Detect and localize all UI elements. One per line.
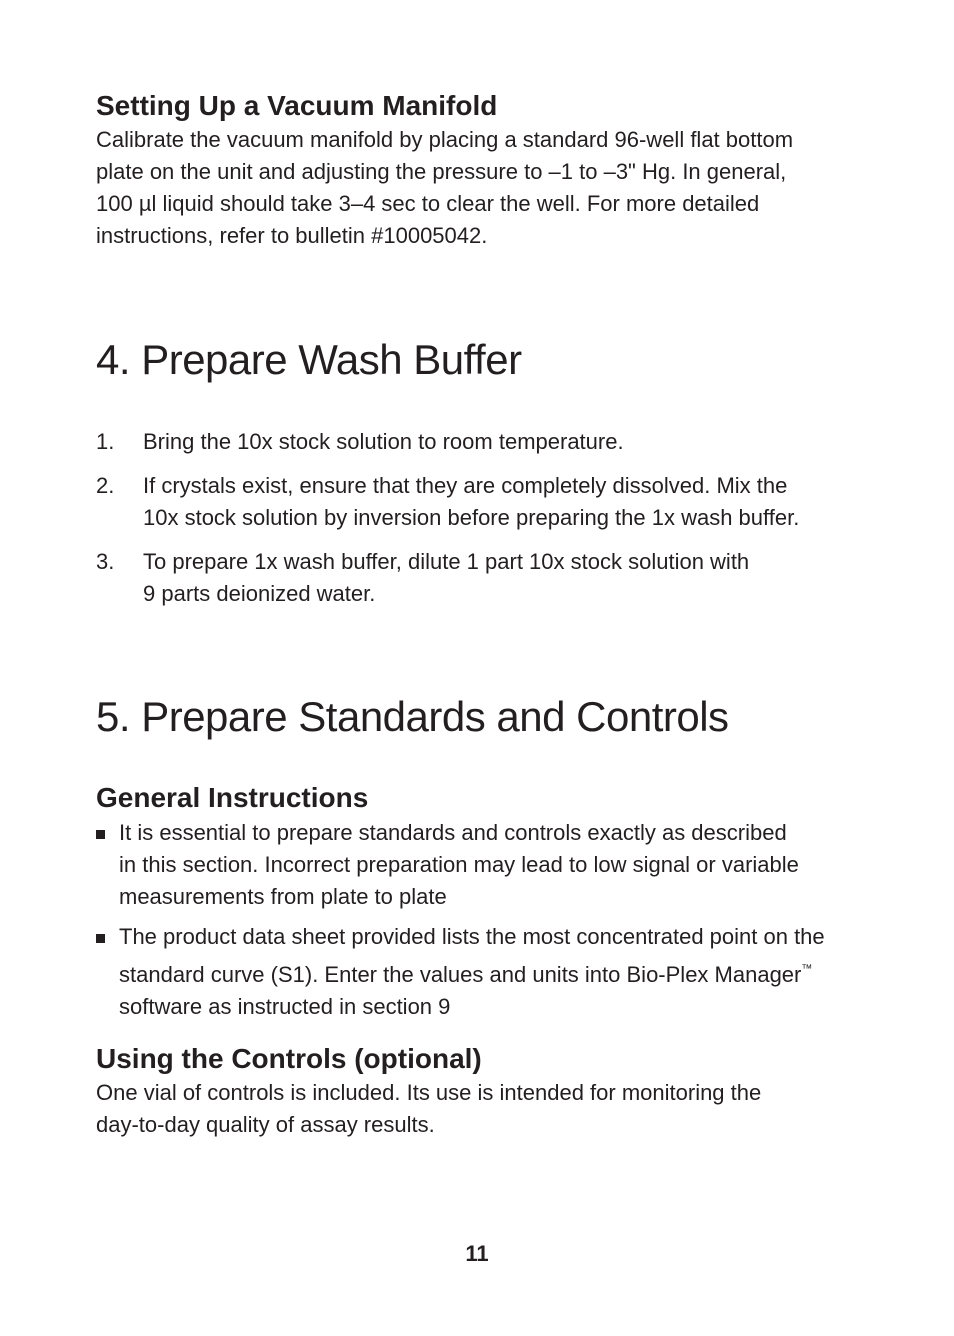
- paragraph-line: plate on the unit and adjusting the pressure to –1 to –3" Hg. In general,: [96, 159, 787, 184]
- bullet-line: software as instructed in section 9: [119, 994, 451, 1019]
- paragraph-line: 100 µl liquid should take 3–4 sec to clear the well. For more detailed: [96, 191, 760, 216]
- list-item: [96, 426, 866, 458]
- bullet-line: in this section. Incorrect preparation may lead to low signal or variable: [119, 852, 799, 877]
- paragraph-line: instructions, refer to bulletin #10005042.: [96, 223, 488, 248]
- list-item: [96, 817, 866, 913]
- step-line: To prepare 1x wash buffer, dilute 1 part 10x stock solution with: [143, 549, 750, 574]
- general-instructions-heading: General Instructions: [96, 782, 369, 813]
- page-number: 11: [465, 1241, 489, 1266]
- step-line: 10x stock solution by inversion before preparing the 1x wash buffer.: [143, 505, 800, 530]
- step-line: If crystals exist, ensure that they are completely dissolved. Mix the: [143, 473, 788, 498]
- bullet-line: measurements from plate to plate: [119, 884, 447, 909]
- paragraph-line: Calibrate the vacuum manifold by placing a standard 96-well flat bottom: [96, 127, 794, 152]
- bullet-line: [119, 953, 866, 991]
- standards-heading: 5. Prepare Standards and Controls: [96, 693, 729, 740]
- square-bullet-icon: [96, 830, 105, 839]
- paragraph-line: day-to-day quality of assay results.: [96, 1112, 435, 1137]
- step-number: 2.: [96, 473, 115, 498]
- bullet-line: It is essential to prepare standards and controls exactly as described: [119, 820, 787, 845]
- step-number: 1.: [96, 429, 115, 454]
- list-item: [96, 470, 866, 534]
- step-line: 9 parts deionized water.: [143, 581, 376, 606]
- paragraph-line: One vial of controls is included. Its use is intended for monitoring the: [96, 1080, 762, 1105]
- list-item: [96, 921, 866, 1023]
- using-controls-heading: Using the Controls (optional): [96, 1043, 482, 1074]
- wash-buffer-heading: 4. Prepare Wash Buffer: [96, 336, 522, 383]
- general-instructions-list: [96, 817, 866, 1031]
- using-controls-paragraph: [96, 1077, 856, 1141]
- step-number: 3.: [96, 549, 115, 574]
- trademark-symbol: ™: [801, 963, 813, 975]
- vacuum-manifold-paragraph: [96, 124, 856, 252]
- vacuum-manifold-heading: Setting Up a Vacuum Manifold: [96, 90, 498, 121]
- square-bullet-icon: [96, 934, 105, 943]
- wash-buffer-steps: [96, 426, 866, 622]
- bullet-line: The product data sheet provided lists the most concentrated point on the: [119, 924, 825, 949]
- bullet-line-text: standard curve (S1). Enter the values and units into Bio-Plex Manager: [119, 962, 802, 987]
- list-item: [96, 546, 866, 610]
- step-line: Bring the 10x stock solution to room temperature.: [143, 429, 624, 454]
